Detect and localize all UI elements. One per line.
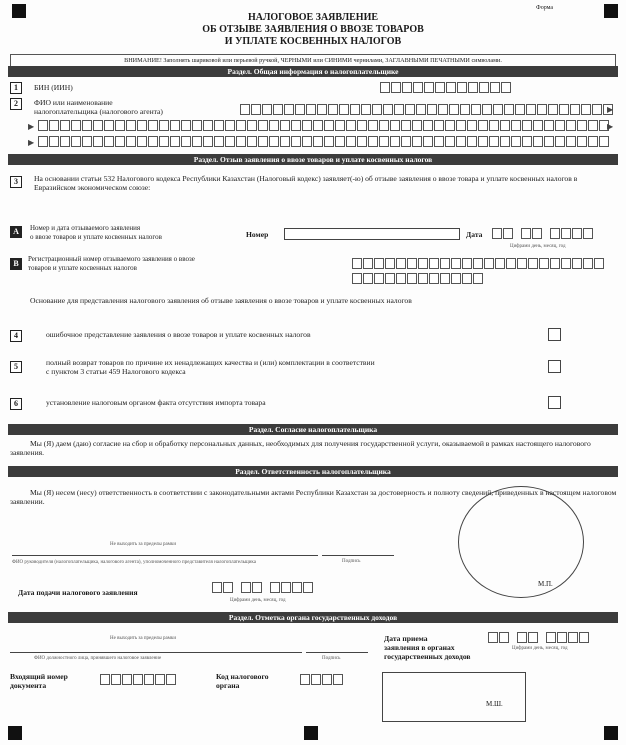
authority-stamp-label: М.Ш. <box>486 700 503 708</box>
basis-option-6-label: установление налоговым органом факта отсутствия импорта товара <box>46 398 266 407</box>
section-general-header: Раздел. Общая информация о налогоплательщике <box>8 66 618 77</box>
basis-option-4-label: ошибочное представление заявления о ввозе товаров и уплате косвенных налогов <box>46 330 311 339</box>
registration-mark-bottom-left <box>8 726 22 740</box>
receipt-date-label: Дата приема заявления в органах государственных доходов <box>384 634 471 661</box>
fio-input-row-1[interactable] <box>240 104 614 115</box>
responsibility-text: Мы (Я) несем (несу) ответственность в соответствии с законодательными актами Республики Казахстан за достоверность и полноту сведений, приведенных в настоящем налоговом заявлении. <box>10 488 617 506</box>
registration-number-label: Регистрационный номер отзываемого заявления о ввозе товаров и уплате косвенных налогов <box>28 255 195 272</box>
field-letter-a: A <box>10 226 22 238</box>
arrow-right-icon: ▶ <box>607 122 614 131</box>
arrow-right-icon: ▶ <box>607 105 614 114</box>
field-number-4: 4 <box>10 330 22 342</box>
number-label: Номер <box>246 230 269 239</box>
tax-authority-code-label: Код налогового органа <box>216 672 269 690</box>
revoke-statement: На основании статьи 532 Налогового кодекса Республики Казахстан (Налоговый кодекс) заявляет(-ю) об отзыве заявления о ввозе товара и уплате косвенных налогов в Евразийском экономическом союзе: <box>34 174 578 192</box>
signature-frame-hint: Не выходить за пределы рамки <box>110 542 177 547</box>
signature-podpis-hint: Подпись <box>342 559 361 564</box>
signature-fio-hint: ФИО руководителя (налогоплательщика, налогового агента), уполномоченного представителя налогоплательщика <box>12 560 256 565</box>
application-date-cells[interactable] <box>492 228 594 239</box>
field-number-2: 2 <box>10 98 22 110</box>
registration-mark-bottom-right <box>604 726 618 740</box>
field-letter-b: B <box>10 258 22 270</box>
tax-authority-code-cells[interactable] <box>300 674 344 685</box>
registration-number-row-2[interactable] <box>352 273 484 284</box>
authority-stamp-box <box>382 672 526 722</box>
registration-number-row-1[interactable] <box>352 258 605 269</box>
receipt-date-cells[interactable] <box>488 632 590 643</box>
field-number-6: 6 <box>10 398 22 410</box>
date-label: Дата <box>466 230 483 239</box>
signature-fio-line <box>12 555 318 556</box>
authority-sign-line <box>306 652 368 653</box>
authority-fio-hint: ФИО должностного лица, принявшего налоговое заявление <box>34 656 162 661</box>
field-number-3: 3 <box>10 176 22 188</box>
authority-podpis-hint: Подпись <box>322 656 341 661</box>
section-authority-header: Раздел. Отметка органа государственных доходов <box>8 612 618 623</box>
incoming-number-label: Входящий номер документа <box>10 672 68 690</box>
fio-input-row-3[interactable] <box>38 136 610 147</box>
arrow-right-icon: ▶ <box>28 122 35 131</box>
authority-fio-line <box>10 652 302 653</box>
fio-label: ФИО или наименование налогоплательщика (налогового агента) <box>34 98 163 116</box>
field-number-5: 5 <box>10 361 22 373</box>
arrow-right-icon: ▶ <box>28 138 35 147</box>
bin-label: БИН (ИИН) <box>34 83 73 92</box>
warning-notice: ВНИМАНИЕ! Заполнять шариковой или перьевой ручкой, ЧЕРНЫМИ или СИНИМИ чернилами, ЗАГЛАВНЫМИ ПЕЧАТНЫМИ символами. <box>10 54 616 67</box>
date-format-hint: Цифрами день, месяц, год <box>510 244 566 249</box>
section-responsibility-header: Раздел. Ответственность налогоплательщика <box>8 466 618 477</box>
section-revoke-header: Раздел. Отзыв заявления о ввозе товаров и уплате косвенных налогов <box>8 154 618 165</box>
form-label: Форма <box>536 5 554 11</box>
basis-option-5-checkbox[interactable] <box>548 360 561 373</box>
page-title: НАЛОГОВОЕ ЗАЯВЛЕНИЕ ОБ ОТЗЫВЕ ЗАЯВЛЕНИЯ О ВВОЗЕ ТОВАРОВ И УПЛАТЕ КОСВЕННЫХ НАЛОГОВ <box>202 12 424 47</box>
basis-option-6-checkbox[interactable] <box>548 396 561 409</box>
submit-date-cells[interactable] <box>212 582 314 593</box>
fio-input-row-2[interactable] <box>38 120 610 131</box>
field-number-1: 1 <box>10 82 22 94</box>
registration-mark-top-right <box>604 4 618 18</box>
basis-option-4-checkbox[interactable] <box>548 328 561 341</box>
bin-input-cells[interactable] <box>380 82 512 93</box>
registration-mark-top-left <box>12 4 26 18</box>
registration-mark-bottom-center <box>304 726 318 740</box>
basis-option-5-label: полный возврат товаров по причине их ненадлежащих качества и (или) комплектации в соответствии с пунктом 3 статьи 459 Налогового кодекса <box>46 358 375 376</box>
stamp-circle <box>458 486 584 598</box>
stamp-mp-label: М.П. <box>538 580 553 588</box>
consent-text: Мы (Я) даем (даю) согласие на сбор и обработку персональных данных, необходимых для получения государственной услуги, оказываемой в рамках настоящего налогового заявления. <box>10 439 591 457</box>
submit-date-label: Дата подачи налогового заявления <box>18 588 138 597</box>
authority-frame-hint: Не выходить за пределы рамки <box>110 636 177 641</box>
signature-sign-line <box>322 555 394 556</box>
basis-heading: Основание для представления налогового заявления об отзыве заявления о ввозе товаров и уплате косвенных налогов <box>30 296 412 305</box>
application-number-input[interactable] <box>284 228 460 240</box>
incoming-number-cells[interactable] <box>100 674 177 685</box>
submit-date-hint: Цифрами день, месяц, год <box>230 598 286 603</box>
receipt-date-hint: Цифрами день, месяц, год <box>512 646 568 651</box>
section-consent-header: Раздел. Согласие налогоплательщика <box>8 424 618 435</box>
revoked-application-label: Номер и дата отзываемого заявления о ввозе товаров и уплате косвенных налогов <box>30 224 162 241</box>
